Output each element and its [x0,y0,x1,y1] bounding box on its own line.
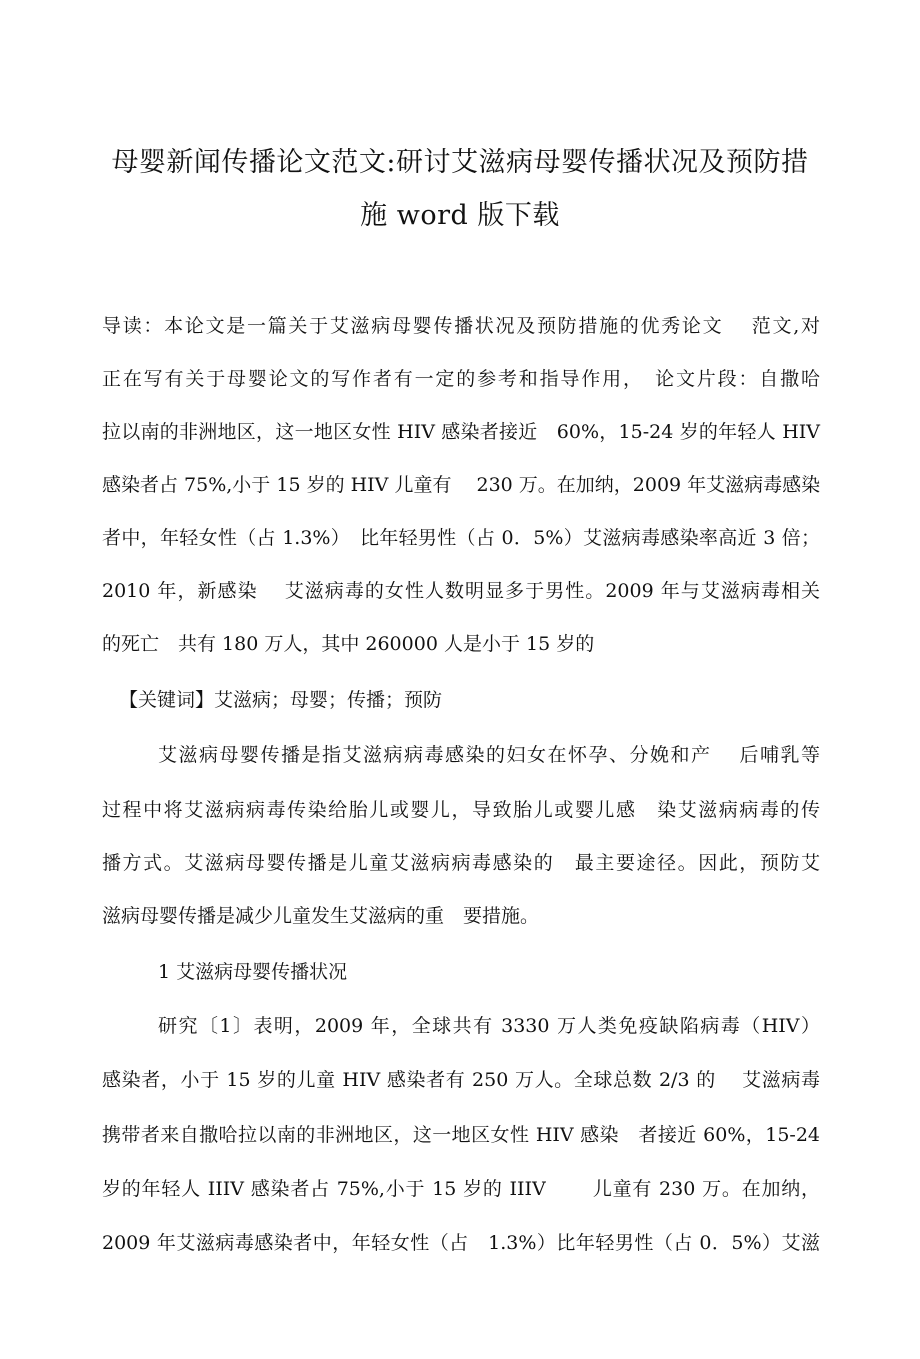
paragraph-line: 过程中将艾滋病病毒传染给胎儿或婴儿，导致胎儿或婴儿感 染艾滋病病毒的传 [102,799,820,821]
intro-line: 感染者占 75%,小于 15 岁的 HIV 儿童有 230 万。在加纳，2009 年艾滋病毒感染 [102,474,821,496]
section-heading: 1 艾滋病母婴传播状况 [158,961,348,983]
paragraph-line: 研究〔1〕表明，2009 年，全球共有 3330 万人类免疫缺陷病毒（HIV） [158,1015,820,1037]
paragraph-line: 携带者来自撒哈拉以南的非洲地区，这一地区女性 HIV 感染 者接近 60%，15-24 [102,1124,820,1146]
document-title-line-2: 施 word 版下载 [360,200,560,231]
intro-line: 者中，年轻女性（占 1.3%） 比年轻男性（占 0．5%）艾滋病毒感染率高近 3 倍； [102,527,820,549]
intro-line: 导读：本论文是一篇关于艾滋病母婴传播状况及预防措施的优秀论文 范文,对 [102,315,820,337]
keywords-line: 【关键词】艾滋病；母婴；传播；预防 [119,689,443,711]
paragraph-line: 岁的年轻人 IIIV 感染者占 75%,小于 15 岁的 IIIV 儿童有 230 万。在加纳， [102,1178,820,1200]
intro-line: 正在写有关于母婴论文的写作者有一定的参考和指导作用， 论文片段：自撒哈 [102,368,820,390]
paragraph-line: 滋病母婴传播是减少儿童发生艾滋病的重 要措施。 [102,905,540,927]
paragraph-line: 播方式。艾滋病母婴传播是儿童艾滋病病毒感染的 最主要途径。因此，预防艾 [102,852,820,874]
paragraph-line: 2009 年艾滋病毒感染者中，年轻女性（占 1.3%）比年轻男性（占 0．5%）艾滋 [102,1232,820,1254]
intro-line: 拉以南的非洲地区，这一地区女性 HIV 感染者接近 60%，15-24 岁的年轻人 HIV [102,421,820,443]
paragraph-line: 艾滋病母婴传播是指艾滋病病毒感染的妇女在怀孕、分娩和产 后哺乳等 [158,744,820,766]
paragraph-line: 感染者，小于 15 岁的儿童 HIV 感染者有 250 万人。全球总数 2/3 的 艾滋病毒 [102,1069,820,1091]
intro-line: 的死亡 共有 180 万人，其中 260000 人是小于 15 岁的 [102,633,595,655]
intro-line: 2010 年，新感染 艾滋病毒的女性人数明显多于男性。2009 年与艾滋病毒相关 [102,580,820,602]
document-title-line-1: 母婴新闻传播论文范文:研讨艾滋病母婴传播状况及预防措 [111,147,809,178]
